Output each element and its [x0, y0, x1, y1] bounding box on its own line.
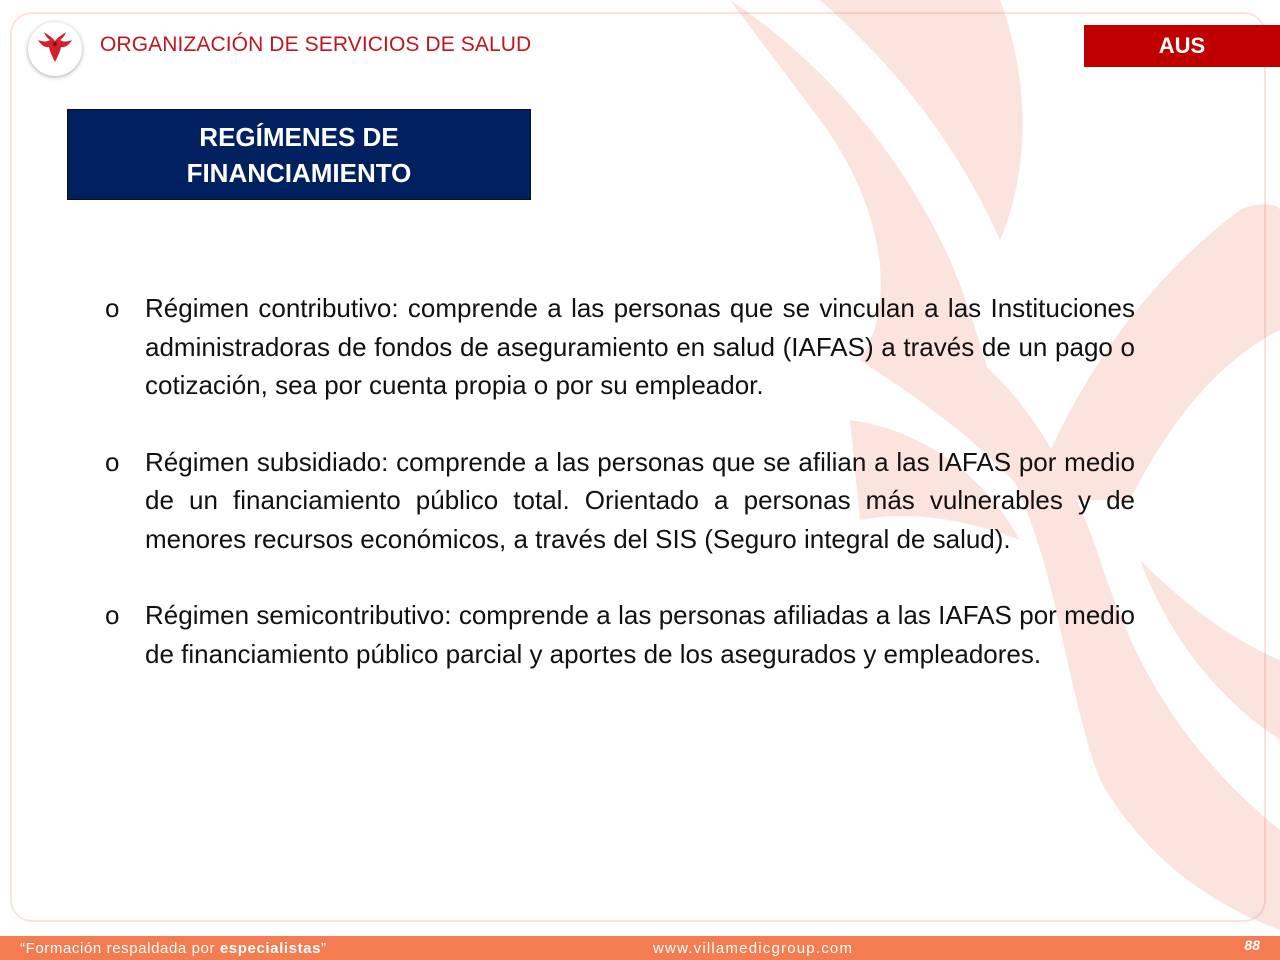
slogan-suffix: ”: [321, 940, 327, 957]
course-badge: AUS: [1084, 25, 1280, 67]
slogan-prefix: “Formación respaldada por: [20, 940, 220, 957]
organization-title: ORGANIZACIÓN DE SERVICIOS DE SALUD: [100, 33, 532, 56]
section-title-line2: FINANCIAMIENTO: [186, 157, 412, 188]
bullet-marker: o: [105, 600, 120, 630]
footer-bar: [0, 936, 1280, 960]
logo-badge: [28, 22, 82, 76]
footer-slogan: [20, 940, 327, 957]
section-title-box: [67, 109, 531, 200]
bullet-text-subsidiado: Régimen subsidiado: comprende a las personas que se afilian a las IAFAS por medio de un financiamiento público total. Orientado a personas más vulnerables y de menores recursos económicos, a través del SIS (Seguro integral de salud).: [145, 446, 1135, 554]
page-number: 88: [1244, 937, 1260, 953]
bullet-item: [105, 289, 1135, 405]
bullet-item: [105, 443, 1135, 559]
slogan-bold: especialistas: [219, 940, 322, 957]
bullet-text-contributivo: Régimen contributivo: comprende a las personas que se vinculan a las Instituciones administradoras de fondos de aseguramiento en salud (IAFAS) a través de un pago o cotización, sea por cuenta propia o por su empleador.: [145, 293, 1135, 400]
bullet-list: [105, 289, 1135, 711]
section-title-line1: REGÍMENES DE: [199, 121, 399, 152]
bullet-marker: o: [105, 446, 120, 477]
phoenix-logo-icon: [35, 32, 75, 66]
footer-website-link[interactable]: www.villamedicgroup.com: [653, 940, 854, 957]
bullet-item: [105, 596, 1135, 673]
bullet-marker: o: [105, 293, 120, 323]
bullet-text-semicontributivo: Régimen semicontributivo: comprende a las personas afiliadas a las IAFAS por medio de financiamiento público parcial y aportes de los asegurados y empleadores.: [145, 600, 1135, 669]
